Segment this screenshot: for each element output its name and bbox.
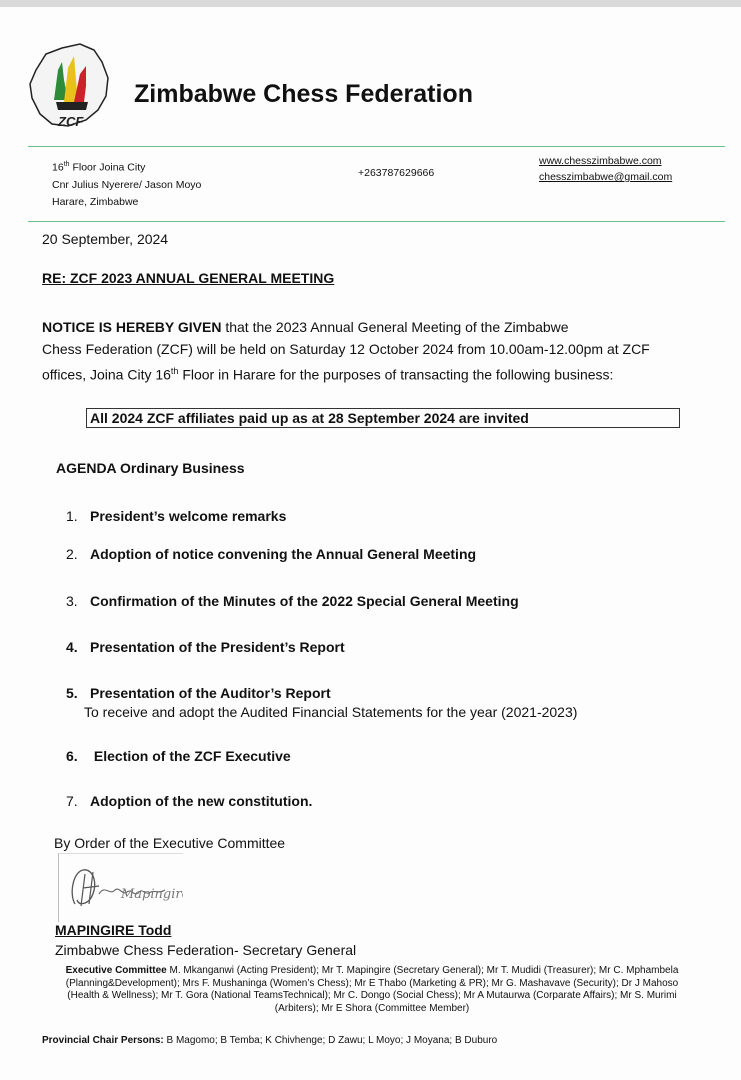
header-rule-top: [28, 146, 725, 147]
agenda-item-3: 3. Confirmation of the Minutes of the 2022 Special General Meeting: [66, 593, 519, 609]
invite-box: All 2024 ZCF affiliates paid up as at 28 September 2024 are invited: [86, 408, 680, 428]
agenda-item-7: 7. Adoption of the new constitution.: [66, 793, 313, 809]
agenda-item-4: 4. Presentation of the President’s Report: [66, 639, 345, 655]
notice-line-3: offices, Joina City 16th Floor in Harare for the purposes of transacting the following business:: [42, 366, 614, 383]
website-link[interactable]: www.chesszimbabwe.com: [539, 155, 662, 167]
executive-committee-list: [52, 965, 692, 1015]
address-line-1: 16th Floor Joina City: [52, 161, 146, 174]
handwritten-signature-icon: [59, 854, 183, 922]
address-block: [52, 156, 201, 211]
logo-text: ZCF: [58, 114, 84, 129]
contact-links: [539, 153, 672, 185]
signature-area: [58, 853, 183, 922]
header-rule-bottom: [28, 221, 725, 222]
signatory-name: MAPINGIRE Todd: [55, 922, 172, 938]
signature-text: Mapingire: [121, 887, 183, 902]
org-name: Zimbabwe Chess Federation: [134, 80, 473, 108]
exec-text: M. Mkanganwi (Acting President); Mr T. Mapingire (Secretary General); Mr T. Mudidi (Treasurer); Mr C. Mphambela (Planning&Development); Mrs F. Mushaninga (Women’s Chess); Mr E Thabo (Marketing & PR); Mr G. Mashavave (Security); Dr J Mahoso (Health & Wellness); Mr T. Gora (National TeamsTechnical); Mr C. Dongo (Social Chess); Mr A Mutaurwa (Corparate Affairs); Mr S. Murimi (Arbiters); Mr E Shora (Committee Member): [65, 965, 679, 1014]
signatory-title: Zimbabwe Chess Federation- Secretary General: [55, 942, 357, 958]
agenda-title: AGENDA Ordinary Business: [56, 460, 245, 476]
top-edge: [0, 0, 741, 7]
agenda-item-5: 5. Presentation of the Auditor’s Report: [66, 685, 331, 701]
agenda-item-2: 2. Adoption of notice convening the Annual General Meeting: [66, 546, 477, 562]
exec-label: Executive Committee: [65, 965, 167, 976]
prov-text: B Magomo; B Temba; K Chivhenge; D Zawu; L Moyo; J Moyana; B Duburo: [163, 1035, 498, 1046]
notice-line-1: NOTICE IS HEREBY GIVEN that the 2023 Annual General Meeting of the Zimbabwe: [42, 319, 569, 335]
agenda-item-1: 1. President’s welcome remarks: [66, 508, 287, 524]
address-line-3: Harare, Zimbabwe: [52, 195, 139, 208]
zimbabwe-map-logo-icon: [28, 40, 118, 134]
email-link[interactable]: chesszimbabwe@gmail.com: [539, 171, 673, 183]
agenda-item-5-detail: To receive and adopt the Audited Financial Statements for the year (2021-2023): [84, 704, 578, 720]
notice-paragraph: [42, 316, 712, 386]
provincial-chairs: [42, 1035, 497, 1046]
zcf-logo: [28, 40, 118, 134]
prov-label: Provincial Chair Persons:: [42, 1035, 164, 1046]
notice-line-2: Chess Federation (ZCF) will be held on Saturday 12 October 2024 from 10.00am-12.00pm at ZCF: [42, 341, 650, 357]
letter-date: 20 September, 2024: [42, 231, 169, 247]
agenda-item-6: 6. Election of the ZCF Executive: [66, 748, 291, 764]
phone-number: +263787629666: [358, 167, 435, 179]
closing-line: By Order of the Executive Committee: [54, 835, 286, 851]
address-line-2: Cnr Julius Nyerere/ Jason Moyo: [52, 178, 202, 191]
letter-subject: RE: ZCF 2023 ANNUAL GENERAL MEETING: [42, 270, 335, 286]
